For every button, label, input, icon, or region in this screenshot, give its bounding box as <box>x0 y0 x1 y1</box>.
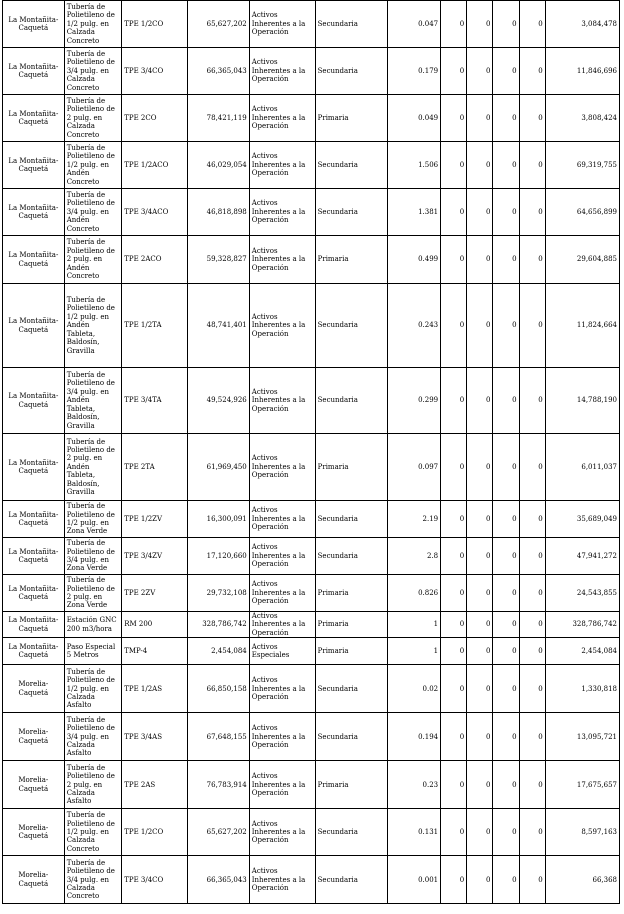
quantity-cell: 1 <box>387 638 440 665</box>
quantity-cell: 0.179 <box>387 48 440 95</box>
unit-value-cell: 61,969,450 <box>188 434 250 501</box>
unit-value-cell: 49,524,926 <box>188 368 250 434</box>
unit-value-cell: 2,454,084 <box>188 638 250 665</box>
asset-type-cell: Activos Inherentes a la Operación <box>249 665 315 713</box>
table-row <box>3 236 620 284</box>
description-cell: Tubería de Polietileno de 3/4 pulg. en Zona Verde <box>64 538 122 575</box>
location-cell: La Montañita-Caquetá <box>3 48 65 95</box>
code-cell: TPE 3/4ZV <box>122 538 188 575</box>
classification-cell: Primaria <box>315 95 387 142</box>
total-value-cell: 328,786,742 <box>545 612 619 638</box>
code-cell: TPE 1/2CO <box>122 809 188 856</box>
description-cell: Tubería de Polietileno de 3/4 pulg. en Calzada Asfalto <box>64 713 122 761</box>
description-cell: Tubería de Polietileno de 2 pulg. en Andén Concreto <box>64 236 122 284</box>
classification-cell: Primaria <box>315 612 387 638</box>
zero-cell-2: 0 <box>467 284 493 368</box>
table-row <box>3 809 620 856</box>
asset-type-cell: Activos Inherentes a la Operación <box>249 713 315 761</box>
description-cell: Tubería de Polietileno de 1/2 pulg. en Calzada Asfalto <box>64 665 122 713</box>
classification-cell: Primaria <box>315 236 387 284</box>
location-cell: Morelia-Caquetá <box>3 809 65 856</box>
zero-cell-4: 0 <box>519 368 545 434</box>
quantity-cell: 0.049 <box>387 95 440 142</box>
code-cell: TPE 3/4ACO <box>122 189 188 236</box>
asset-type-cell: Activos Inherentes a la Operación <box>249 434 315 501</box>
description-cell: Tubería de Polietileno de 3/4 pulg. en Andén Concreto <box>64 189 122 236</box>
asset-type-cell: Activos Inherentes a la Operación <box>249 501 315 538</box>
code-cell: TPE 1/2ZV <box>122 501 188 538</box>
classification-cell: Primaria <box>315 761 387 809</box>
zero-cell-2: 0 <box>467 1 493 48</box>
zero-cell-3: 0 <box>493 284 519 368</box>
classification-cell: Primaria <box>315 638 387 665</box>
code-cell: TPE 3/4TA <box>122 368 188 434</box>
zero-cell-4: 0 <box>519 48 545 95</box>
unit-value-cell: 65,627,202 <box>188 1 250 48</box>
zero-cell-4: 0 <box>519 761 545 809</box>
location-cell: La Montañita-Caquetá <box>3 95 65 142</box>
zero-cell-1: 0 <box>441 575 467 612</box>
zero-cell-2: 0 <box>467 142 493 189</box>
unit-value-cell: 66,365,043 <box>188 48 250 95</box>
zero-cell-4: 0 <box>519 284 545 368</box>
asset-type-cell: Activos Inherentes a la Operación <box>249 284 315 368</box>
total-value-cell: 29,604,885 <box>545 236 619 284</box>
total-value-cell: 8,597,163 <box>545 809 619 856</box>
zero-cell-2: 0 <box>467 189 493 236</box>
asset-type-cell: Activos Inherentes a la Operación <box>249 575 315 612</box>
zero-cell-4: 0 <box>519 142 545 189</box>
zero-cell-3: 0 <box>493 638 519 665</box>
zero-cell-2: 0 <box>467 95 493 142</box>
zero-cell-1: 0 <box>441 856 467 904</box>
description-cell: Paso Especial 5 Metros <box>64 638 122 665</box>
location-cell: La Montañita-Caquetá <box>3 1 65 48</box>
zero-cell-3: 0 <box>493 575 519 612</box>
table-row <box>3 142 620 189</box>
zero-cell-1: 0 <box>441 612 467 638</box>
asset-type-cell: Activos Inherentes a la Operación <box>249 761 315 809</box>
classification-cell: Primaria <box>315 575 387 612</box>
quantity-cell: 2.19 <box>387 501 440 538</box>
zero-cell-1: 0 <box>441 638 467 665</box>
total-value-cell: 47,941,272 <box>545 538 619 575</box>
code-cell: TPE 2ZV <box>122 575 188 612</box>
zero-cell-3: 0 <box>493 612 519 638</box>
table-row <box>3 1 620 48</box>
zero-cell-1: 0 <box>441 713 467 761</box>
asset-type-cell: Activos Inherentes a la Operación <box>249 95 315 142</box>
zero-cell-1: 0 <box>441 48 467 95</box>
zero-cell-2: 0 <box>467 665 493 713</box>
total-value-cell: 13,095,721 <box>545 713 619 761</box>
classification-cell: Secundaria <box>315 538 387 575</box>
zero-cell-2: 0 <box>467 236 493 284</box>
zero-cell-1: 0 <box>441 809 467 856</box>
description-cell: Tubería de Polietileno de 2 pulg. en Calzada Asfalto <box>64 761 122 809</box>
table-row <box>3 856 620 904</box>
zero-cell-1: 0 <box>441 95 467 142</box>
zero-cell-4: 0 <box>519 713 545 761</box>
zero-cell-4: 0 <box>519 665 545 713</box>
table-row <box>3 713 620 761</box>
location-cell: La Montañita-Caquetá <box>3 284 65 368</box>
code-cell: TPE 3/4AS <box>122 713 188 761</box>
zero-cell-3: 0 <box>493 761 519 809</box>
location-cell: La Montañita-Caquetá <box>3 501 65 538</box>
zero-cell-3: 0 <box>493 856 519 904</box>
zero-cell-4: 0 <box>519 856 545 904</box>
zero-cell-4: 0 <box>519 189 545 236</box>
zero-cell-3: 0 <box>493 434 519 501</box>
table-row <box>3 761 620 809</box>
location-cell: La Montañita-Caquetá <box>3 612 65 638</box>
zero-cell-1: 0 <box>441 761 467 809</box>
classification-cell: Secundaria <box>315 189 387 236</box>
unit-value-cell: 66,850,158 <box>188 665 250 713</box>
description-cell: Tubería de Polietileno de 3/4 pulg. en Andén Tableta, Baldosín, Gravilla <box>64 368 122 434</box>
description-cell: Tubería de Polietileno de 2 pulg. en Calzada Concreto <box>64 95 122 142</box>
quantity-cell: 1.381 <box>387 189 440 236</box>
classification-cell: Secundaria <box>315 142 387 189</box>
zero-cell-3: 0 <box>493 189 519 236</box>
table-row <box>3 284 620 368</box>
zero-cell-1: 0 <box>441 236 467 284</box>
location-cell: La Montañita-Caquetá <box>3 368 65 434</box>
code-cell: TPE 2CO <box>122 95 188 142</box>
zero-cell-3: 0 <box>493 713 519 761</box>
table-row <box>3 575 620 612</box>
zero-cell-2: 0 <box>467 856 493 904</box>
zero-cell-2: 0 <box>467 434 493 501</box>
quantity-cell: 0.001 <box>387 856 440 904</box>
description-cell: Tubería de Polietileno de 1/2 pulg. en Calzada Concreto <box>64 809 122 856</box>
code-cell: TPE 2AS <box>122 761 188 809</box>
table-row <box>3 189 620 236</box>
asset-type-cell: Activos Inherentes a la Operación <box>249 809 315 856</box>
zero-cell-3: 0 <box>493 48 519 95</box>
zero-cell-3: 0 <box>493 142 519 189</box>
code-cell: TPE 1/2TA <box>122 284 188 368</box>
zero-cell-3: 0 <box>493 1 519 48</box>
total-value-cell: 2,454,084 <box>545 638 619 665</box>
quantity-cell: 1 <box>387 612 440 638</box>
zero-cell-4: 0 <box>519 809 545 856</box>
unit-value-cell: 16,300,091 <box>188 501 250 538</box>
zero-cell-4: 0 <box>519 95 545 142</box>
zero-cell-4: 0 <box>519 501 545 538</box>
zero-cell-1: 0 <box>441 501 467 538</box>
total-value-cell: 6,011,037 <box>545 434 619 501</box>
zero-cell-4: 0 <box>519 612 545 638</box>
description-cell: Tubería de Polietileno de 2 pulg. en Zona Verde <box>64 575 122 612</box>
table-row <box>3 538 620 575</box>
quantity-cell: 2.8 <box>387 538 440 575</box>
zero-cell-3: 0 <box>493 501 519 538</box>
code-cell: TMP-4 <box>122 638 188 665</box>
location-cell: La Montañita-Caquetá <box>3 538 65 575</box>
table-row <box>3 612 620 638</box>
code-cell: TPE 1/2AS <box>122 665 188 713</box>
table-row <box>3 434 620 501</box>
total-value-cell: 3,808,424 <box>545 95 619 142</box>
code-cell: TPE 2ACO <box>122 236 188 284</box>
zero-cell-4: 0 <box>519 434 545 501</box>
asset-type-cell: Activos Inherentes a la Operación <box>249 1 315 48</box>
code-cell: TPE 3/4CO <box>122 856 188 904</box>
zero-cell-3: 0 <box>493 236 519 284</box>
total-value-cell: 64,656,899 <box>545 189 619 236</box>
zero-cell-3: 0 <box>493 95 519 142</box>
quantity-cell: 0.826 <box>387 575 440 612</box>
quantity-cell: 0.047 <box>387 1 440 48</box>
classification-cell: Secundaria <box>315 665 387 713</box>
asset-type-cell: Activos Inherentes a la Operación <box>249 48 315 95</box>
asset-type-cell: Activos Inherentes a la Operación <box>249 612 315 638</box>
quantity-cell: 0.097 <box>387 434 440 501</box>
zero-cell-1: 0 <box>441 189 467 236</box>
zero-cell-2: 0 <box>467 713 493 761</box>
zero-cell-2: 0 <box>467 48 493 95</box>
table-row <box>3 665 620 713</box>
quantity-cell: 0.299 <box>387 368 440 434</box>
total-value-cell: 11,846,696 <box>545 48 619 95</box>
zero-cell-4: 0 <box>519 538 545 575</box>
asset-type-cell: Activos Especiales <box>249 638 315 665</box>
asset-type-cell: Activos Inherentes a la Operación <box>249 538 315 575</box>
zero-cell-1: 0 <box>441 368 467 434</box>
total-value-cell: 3,084,478 <box>545 1 619 48</box>
zero-cell-1: 0 <box>441 284 467 368</box>
zero-cell-2: 0 <box>467 638 493 665</box>
zero-cell-4: 0 <box>519 575 545 612</box>
asset-type-cell: Activos Inherentes a la Operación <box>249 189 315 236</box>
description-cell: Tubería de Polietileno de 1/2 pulg. en Andén Concreto <box>64 142 122 189</box>
zero-cell-1: 0 <box>441 538 467 575</box>
table-row <box>3 368 620 434</box>
zero-cell-4: 0 <box>519 236 545 284</box>
zero-cell-1: 0 <box>441 142 467 189</box>
unit-value-cell: 66,365,043 <box>188 856 250 904</box>
zero-cell-2: 0 <box>467 761 493 809</box>
zero-cell-3: 0 <box>493 368 519 434</box>
description-cell: Tubería de Polietileno de 3/4 pulg. en Calzada Concreto <box>64 856 122 904</box>
zero-cell-2: 0 <box>467 575 493 612</box>
code-cell: RM 200 <box>122 612 188 638</box>
location-cell: Morelia-Caquetá <box>3 856 65 904</box>
asset-type-cell: Activos Inherentes a la Operación <box>249 368 315 434</box>
total-value-cell: 1,330,818 <box>545 665 619 713</box>
description-cell: Estación GNC 200 m3/hora <box>64 612 122 638</box>
location-cell: La Montañita-Caquetá <box>3 142 65 189</box>
classification-cell: Secundaria <box>315 368 387 434</box>
total-value-cell: 17,675,657 <box>545 761 619 809</box>
quantity-cell: 0.23 <box>387 761 440 809</box>
total-value-cell: 66,368 <box>545 856 619 904</box>
location-cell: La Montañita-Caquetá <box>3 638 65 665</box>
classification-cell: Secundaria <box>315 856 387 904</box>
total-value-cell: 11,824,664 <box>545 284 619 368</box>
quantity-cell: 1.506 <box>387 142 440 189</box>
zero-cell-1: 0 <box>441 434 467 501</box>
location-cell: Morelia-Caquetá <box>3 761 65 809</box>
zero-cell-2: 0 <box>467 538 493 575</box>
zero-cell-1: 0 <box>441 665 467 713</box>
unit-value-cell: 76,783,914 <box>188 761 250 809</box>
zero-cell-1: 0 <box>441 1 467 48</box>
total-value-cell: 35,689,049 <box>545 501 619 538</box>
asset-type-cell: Activos Inherentes a la Operación <box>249 236 315 284</box>
classification-cell: Secundaria <box>315 501 387 538</box>
description-cell: Tubería de Polietileno de 3/4 pulg. en Calzada Concreto <box>64 48 122 95</box>
location-cell: La Montañita-Caquetá <box>3 236 65 284</box>
table-row <box>3 638 620 665</box>
unit-value-cell: 46,818,898 <box>188 189 250 236</box>
table-row <box>3 48 620 95</box>
classification-cell: Secundaria <box>315 1 387 48</box>
zero-cell-2: 0 <box>467 809 493 856</box>
asset-type-cell: Activos Inherentes a la Operación <box>249 856 315 904</box>
description-cell: Tubería de Polietileno de 1/2 pulg. en Zona Verde <box>64 501 122 538</box>
quantity-cell: 0.131 <box>387 809 440 856</box>
unit-value-cell: 48,741,401 <box>188 284 250 368</box>
zero-cell-2: 0 <box>467 612 493 638</box>
total-value-cell: 24,543,855 <box>545 575 619 612</box>
unit-value-cell: 29,732,108 <box>188 575 250 612</box>
quantity-cell: 0.02 <box>387 665 440 713</box>
unit-value-cell: 328,786,742 <box>188 612 250 638</box>
location-cell: Morelia-Caquetá <box>3 713 65 761</box>
description-cell: Tubería de Polietileno de 1/2 pulg. en Andén Tableta, Baldosín, Gravilla <box>64 284 122 368</box>
code-cell: TPE 1/2CO <box>122 1 188 48</box>
unit-value-cell: 59,328,827 <box>188 236 250 284</box>
table-row <box>3 95 620 142</box>
zero-cell-2: 0 <box>467 368 493 434</box>
zero-cell-3: 0 <box>493 538 519 575</box>
asset-type-cell: Activos Inherentes a la Operación <box>249 142 315 189</box>
code-cell: TPE 3/4CO <box>122 48 188 95</box>
table-row <box>3 501 620 538</box>
zero-cell-3: 0 <box>493 665 519 713</box>
unit-value-cell: 65,627,202 <box>188 809 250 856</box>
classification-cell: Secundaria <box>315 48 387 95</box>
description-cell: Tubería de Polietileno de 2 pulg. en Andén Tableta, Baldosín, Gravilla <box>64 434 122 501</box>
assets-table-body <box>3 1 620 904</box>
zero-cell-3: 0 <box>493 809 519 856</box>
quantity-cell: 0.499 <box>387 236 440 284</box>
zero-cell-2: 0 <box>467 501 493 538</box>
quantity-cell: 0.194 <box>387 713 440 761</box>
location-cell: La Montañita-Caquetá <box>3 575 65 612</box>
zero-cell-4: 0 <box>519 1 545 48</box>
location-cell: La Montañita-Caquetá <box>3 434 65 501</box>
quantity-cell: 0.243 <box>387 284 440 368</box>
unit-value-cell: 46,029,054 <box>188 142 250 189</box>
code-cell: TPE 1/2ACO <box>122 142 188 189</box>
classification-cell: Secundaria <box>315 809 387 856</box>
location-cell: La Montañita-Caquetá <box>3 189 65 236</box>
total-value-cell: 14,788,190 <box>545 368 619 434</box>
total-value-cell: 69,319,755 <box>545 142 619 189</box>
code-cell: TPE 2TA <box>122 434 188 501</box>
unit-value-cell: 67,648,155 <box>188 713 250 761</box>
unit-value-cell: 17,120,660 <box>188 538 250 575</box>
description-cell: Tubería de Polietileno de 1/2 pulg. en Calzada Concreto <box>64 1 122 48</box>
zero-cell-4: 0 <box>519 638 545 665</box>
classification-cell: Secundaria <box>315 713 387 761</box>
unit-value-cell: 78,421,119 <box>188 95 250 142</box>
location-cell: Morelia-Caquetá <box>3 665 65 713</box>
classification-cell: Secundaria <box>315 284 387 368</box>
classification-cell: Primaria <box>315 434 387 501</box>
assets-table <box>2 0 620 904</box>
